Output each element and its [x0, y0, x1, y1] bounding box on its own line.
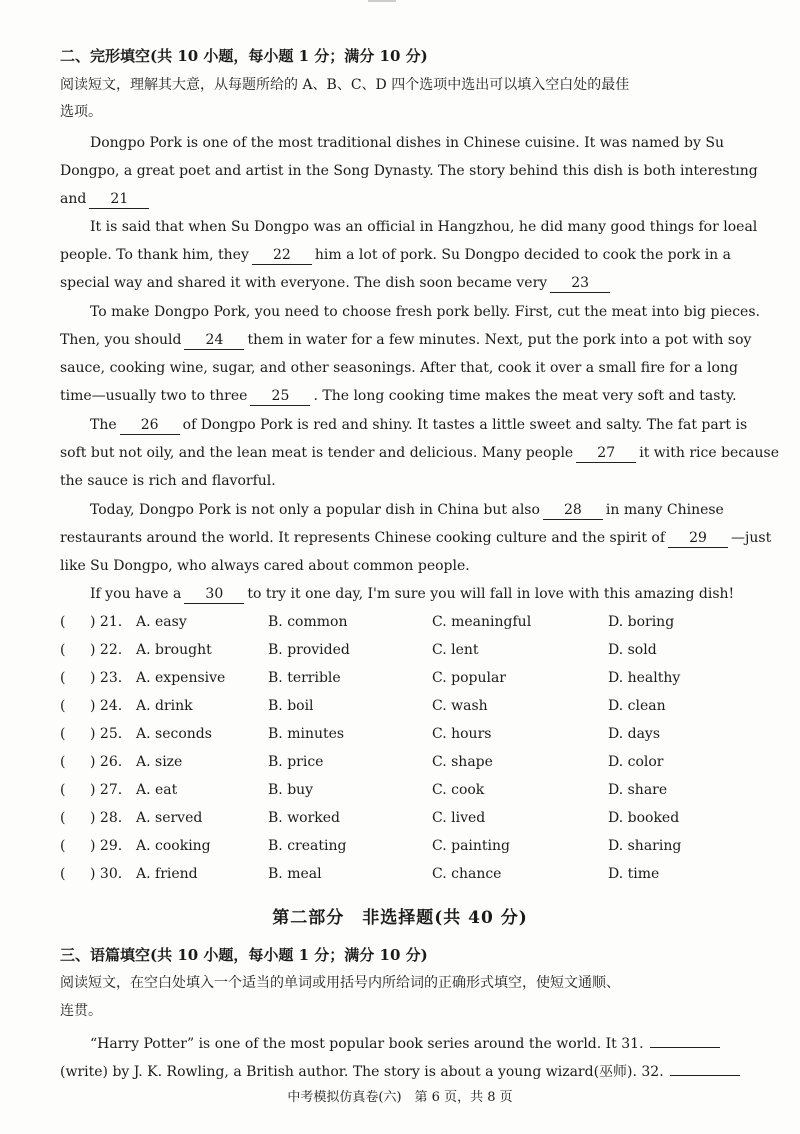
section-title-passage-fill: 三、语篇填空(共 10 小题，每小题 1 分；满分 10 分)	[60, 946, 428, 964]
section-title-cloze: 二、完形填空(共 10 小题，每小题 1 分；满分 10 分)	[60, 47, 428, 65]
option-b: B. common	[268, 614, 348, 630]
answer-paren: (	[60, 810, 66, 826]
passage-text: to try it one day, I'm sure you will fall in love with this amazing dish!	[247, 586, 735, 602]
option-c: C. hours	[432, 726, 492, 742]
option-c: C. wash	[432, 698, 488, 714]
question-number: ) 28.	[90, 810, 123, 826]
question-row	[60, 836, 740, 856]
answer-paren: (	[60, 782, 66, 798]
option-a: A. easy	[136, 614, 187, 630]
part2-title: 第二部分 非选择题(共 40 分)	[272, 908, 528, 928]
option-c: C. cook	[432, 782, 485, 798]
passage-text: them in water for a few minutes. Next, put the pork into a pot with soy	[247, 332, 752, 348]
option-c: C. shape	[432, 754, 493, 770]
passage-text: in many Chinese	[605, 502, 724, 518]
option-d: D. share	[608, 782, 668, 798]
answer-paren: (	[60, 838, 66, 854]
blank-32	[670, 1059, 740, 1076]
passage-line	[60, 1031, 755, 1054]
option-c: C. chance	[432, 866, 502, 882]
blank-27: 27	[576, 445, 636, 463]
passage-text: him a lot of pork. Su Dongpo decided to cook the pork in a	[314, 247, 731, 263]
blank-29: 29	[668, 530, 728, 548]
option-d: D. booked	[608, 810, 680, 826]
option-d: D. days	[608, 726, 661, 742]
question-row	[60, 752, 740, 772]
passage-line	[60, 584, 755, 604]
option-c: C. meaningful	[432, 614, 532, 630]
option-a: A. eat	[136, 782, 178, 798]
passage-line: Dongpo, a great poet and artist in the Song Dynasty. The story behind this dish is both interestıng	[60, 163, 758, 179]
passage-line: the sauce is rich and flavorful.	[60, 473, 276, 489]
instruction-line: 阅读短文，理解其大意，从每题所给的 A、B、C、D 四个选项中选出可以填入空白处的最佳	[60, 77, 630, 93]
passage-line	[60, 1059, 725, 1082]
passage-text: special way and shared it with everyone. The dish soon became very	[60, 275, 548, 291]
passage-line	[60, 500, 755, 520]
option-d: D. healthy	[608, 670, 681, 686]
option-b: B. price	[268, 754, 324, 770]
answer-paren: (	[60, 726, 66, 742]
passage-text: —just	[731, 530, 772, 546]
instruction-line: 阅读短文，在空白处填入一个适当的单词或用括号内所给词的正确形式填空，使短文通顺、	[60, 975, 620, 991]
passage-line	[60, 330, 752, 350]
passage-text: (write) by J. K. Rowling, a British author. The story is about a young wizard(巫师). 32.	[60, 1064, 664, 1080]
option-d: D. time	[608, 866, 660, 882]
question-row	[60, 696, 740, 716]
option-d: D. color	[608, 754, 664, 770]
passage-line: It is said that when Su Dongpo was an official in Hangzhou, he did many good things for loeal	[90, 219, 758, 235]
option-a: A. size	[136, 754, 183, 770]
option-b: B. provided	[268, 642, 350, 658]
passage-text: Then, you should	[60, 332, 182, 348]
option-d: D. boring	[608, 614, 675, 630]
blank-26: 26	[120, 417, 180, 435]
question-number: ) 23.	[90, 670, 123, 686]
passage-line	[60, 386, 737, 406]
passage-line	[60, 245, 731, 265]
answer-paren: (	[60, 642, 66, 658]
passage-text: If you have a	[90, 586, 182, 602]
passage-line: To make Dongpo Pork, you need to choose fresh pork belly. First, cut the meat into big pieces.	[90, 304, 760, 320]
question-row	[60, 808, 740, 828]
passage-text: restaurants around the world. It represents Chinese cooking culture and the spirit of	[60, 530, 666, 546]
option-a: A. seconds	[136, 726, 212, 742]
blank-30: 30	[184, 586, 244, 604]
option-d: D. sold	[608, 642, 657, 658]
option-a: A. expensive	[136, 670, 226, 686]
answer-paren: (	[60, 614, 66, 630]
option-c: C. lived	[432, 810, 486, 826]
blank-21: 21	[89, 191, 149, 209]
passage-text: time—usually two to three	[60, 388, 248, 404]
option-a: A. brought	[136, 642, 212, 658]
question-number: ) 29.	[90, 838, 123, 854]
passage-line	[60, 415, 755, 435]
question-number: ) 25.	[90, 726, 123, 742]
option-b: B. buy	[268, 782, 314, 798]
instruction-line: 选项。	[60, 104, 102, 120]
question-number: ) 26.	[90, 754, 123, 770]
question-number: ) 22.	[90, 642, 123, 658]
option-b: B. boil	[268, 698, 314, 714]
passage-text: it with rice because	[639, 445, 779, 461]
passage-line: like Su Dongpo, who always cared about common people.	[60, 558, 470, 574]
option-b: B. terrible	[268, 670, 341, 686]
option-d: D. sharing	[608, 838, 682, 854]
answer-paren: (	[60, 754, 66, 770]
option-a: A. friend	[136, 866, 198, 882]
option-a: A. drink	[136, 698, 193, 714]
answer-paren: (	[60, 670, 66, 686]
passage-text: “Harry Potter” is one of the most popular book series around the world. It 31.	[90, 1036, 644, 1052]
passage-text: people. To thank him, they	[60, 247, 249, 263]
passage-text: and	[60, 191, 87, 207]
option-c: C. lent	[432, 642, 479, 658]
passage-line	[60, 443, 779, 463]
option-a: A. cooking	[136, 838, 211, 854]
question-number: ) 21.	[90, 614, 123, 630]
passage-line	[60, 528, 772, 548]
passage-line: sauce, cooking wine, sugar, and other seasonings. After that, cook it over a small fire for a long	[60, 360, 738, 376]
question-row	[60, 780, 740, 800]
question-row	[60, 668, 740, 688]
option-a: A. served	[136, 810, 203, 826]
blank-31	[650, 1031, 720, 1048]
question-number: ) 27.	[90, 782, 123, 798]
answer-paren: (	[60, 866, 66, 882]
option-b: B. meal	[268, 866, 322, 882]
instruction-line: 连贯。	[60, 1003, 102, 1019]
question-number: ) 30.	[90, 866, 123, 882]
blank-24: 24	[184, 332, 244, 350]
passage-line	[60, 273, 725, 293]
option-c: C. painting	[432, 838, 510, 854]
passage-text: of Dongpo Pork is red and shiny. It tastes a little sweet and salty. The fat part is	[182, 417, 748, 433]
passage-text: The	[90, 417, 117, 433]
page-footer: 中考模拟仿真卷(六) 第 6 页，共 8 页	[287, 1090, 513, 1105]
option-d: D. clean	[608, 698, 666, 714]
blank-28: 28	[543, 502, 603, 520]
question-number: ) 24.	[90, 698, 123, 714]
question-row	[60, 612, 740, 632]
answer-paren: (	[60, 698, 66, 714]
question-row	[60, 640, 740, 660]
passage-text: . The long cooking time makes the meat very soft and tasty.	[313, 388, 737, 404]
question-row	[60, 724, 740, 744]
blank-25: 25	[250, 388, 310, 406]
passage-line	[60, 189, 725, 209]
question-row	[60, 864, 740, 884]
blank-22: 22	[252, 247, 312, 265]
top-mark	[368, 0, 396, 2]
passage-text: soft but not oily, and the lean meat is tender and delicious. Many people	[60, 445, 574, 461]
option-c: C. popular	[432, 670, 506, 686]
blank-23: 23	[550, 275, 610, 293]
passage-line: Dongpo Pork is one of the most traditional dishes in Chinese cuisine. It was named by Su	[90, 135, 724, 151]
option-b: B. creating	[268, 838, 347, 854]
option-b: B. worked	[268, 810, 341, 826]
passage-text: Today, Dongpo Pork is not only a popular dish in China but also	[90, 502, 540, 518]
option-b: B. minutes	[268, 726, 345, 742]
